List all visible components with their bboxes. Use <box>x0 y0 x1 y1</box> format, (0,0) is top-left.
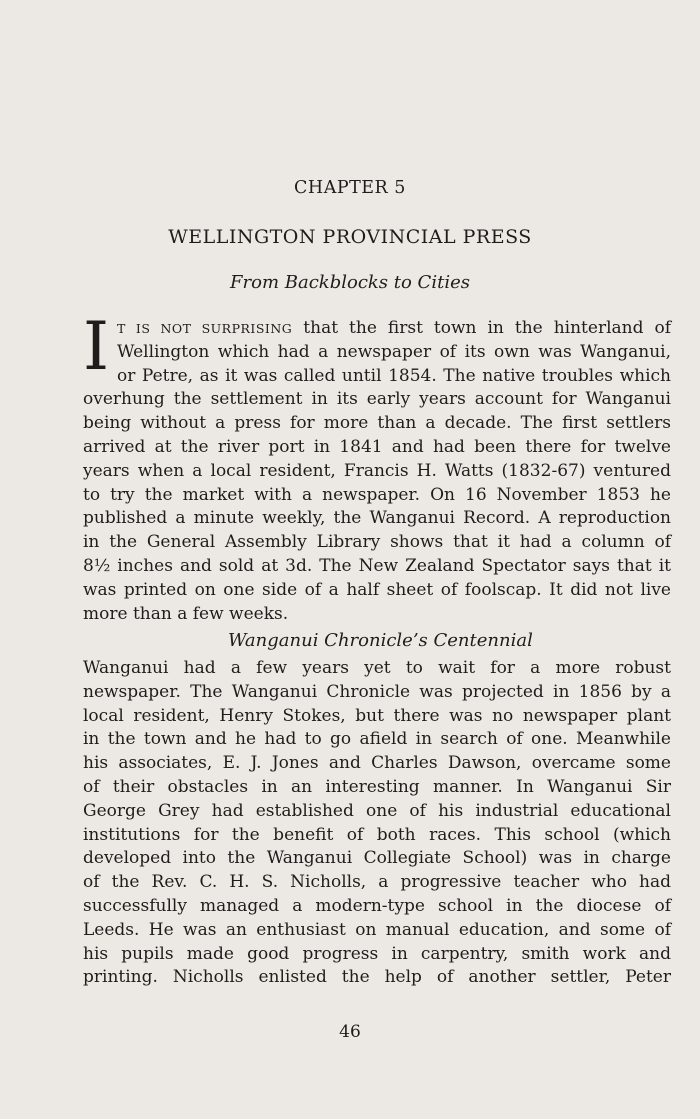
text-line: overhung the settlement in its early years account for Wanganui <box>83 389 671 410</box>
text-line: Leeds. He was an enthusiast on manual education, and some of <box>83 919 671 940</box>
text-line: in the town and he had to go afield in search of one. Meanwhile <box>83 729 671 750</box>
chapter-title: WELLINGTON PROVINCIAL PRESS <box>168 226 532 248</box>
paragraph-1 <box>83 317 671 626</box>
paragraph-2 <box>83 657 671 990</box>
text-line: being without a press for more than a decade. The first settlers <box>83 413 671 434</box>
lead-in-smallcaps: T IS NOT SURPRISING <box>117 321 293 336</box>
text-line: or Petre, as it was called until 1854. The native troubles which <box>117 365 671 386</box>
text-line: in the General Assembly Library shows that it had a column of <box>83 532 671 553</box>
text-line: more than a few weeks. <box>83 603 289 624</box>
chapter-label: CHAPTER 5 <box>294 178 406 198</box>
text-line: Wanganui had a few years yet to wait for a more robust <box>83 658 671 678</box>
text-line: Wellington which had a newspaper of its own was Wanganui, <box>117 341 671 362</box>
text-line: successfully managed a modern-type school in the diocese of <box>83 895 671 916</box>
text-line <box>83 317 671 341</box>
text-line: George Grey had established one of his industrial educational <box>83 800 671 821</box>
page-number: 46 <box>339 1022 361 1042</box>
text-line: published a minute weekly, the Wanganui Record. A reproduction <box>83 508 671 529</box>
drop-cap: I <box>83 308 110 385</box>
text-line-content: that the first town in the hinterland of <box>303 318 672 338</box>
text-line: of their obstacles in an interesting manner. In Wanganui Sir <box>83 776 671 797</box>
text-line: of the Rev. C. H. S. Nicholls, a progressive teacher who had <box>83 872 671 893</box>
text-line: his pupils made good progress in carpentry, smith work and <box>83 943 671 964</box>
section-heading: Wanganui Chronicle’s Centennial <box>228 630 533 651</box>
text-line: his associates, E. J. Jones and Charles Dawson, overcame some <box>83 753 671 774</box>
text-line: developed into the Wanganui Collegiate School) was in charge <box>83 848 671 869</box>
text-line: 8½ inches and sold at 3d. The New Zealand Spectator says that it <box>83 555 671 576</box>
text-line: local resident, Henry Stokes, but there was no newspaper plant <box>83 705 671 726</box>
text-line: institutions for the benefit of both races. This school (which <box>83 824 671 845</box>
text-line: printing. Nicholls enlisted the help of another settler, Peter <box>83 967 671 988</box>
text-line: was printed on one side of a half sheet of foolscap. It did not live <box>83 579 671 600</box>
text-line: newspaper. The Wanganui Chronicle was projected in 1856 by a <box>83 681 671 702</box>
text-line: to try the market with a newspaper. On 16 November 1853 he <box>83 484 671 505</box>
text-line: arrived at the river port in 1841 and had been there for twelve <box>83 436 671 457</box>
text-line: years when a local resident, Francis H. Watts (1832-67) ventured <box>83 460 671 481</box>
chapter-subtitle: From Backblocks to Cities <box>230 272 470 293</box>
